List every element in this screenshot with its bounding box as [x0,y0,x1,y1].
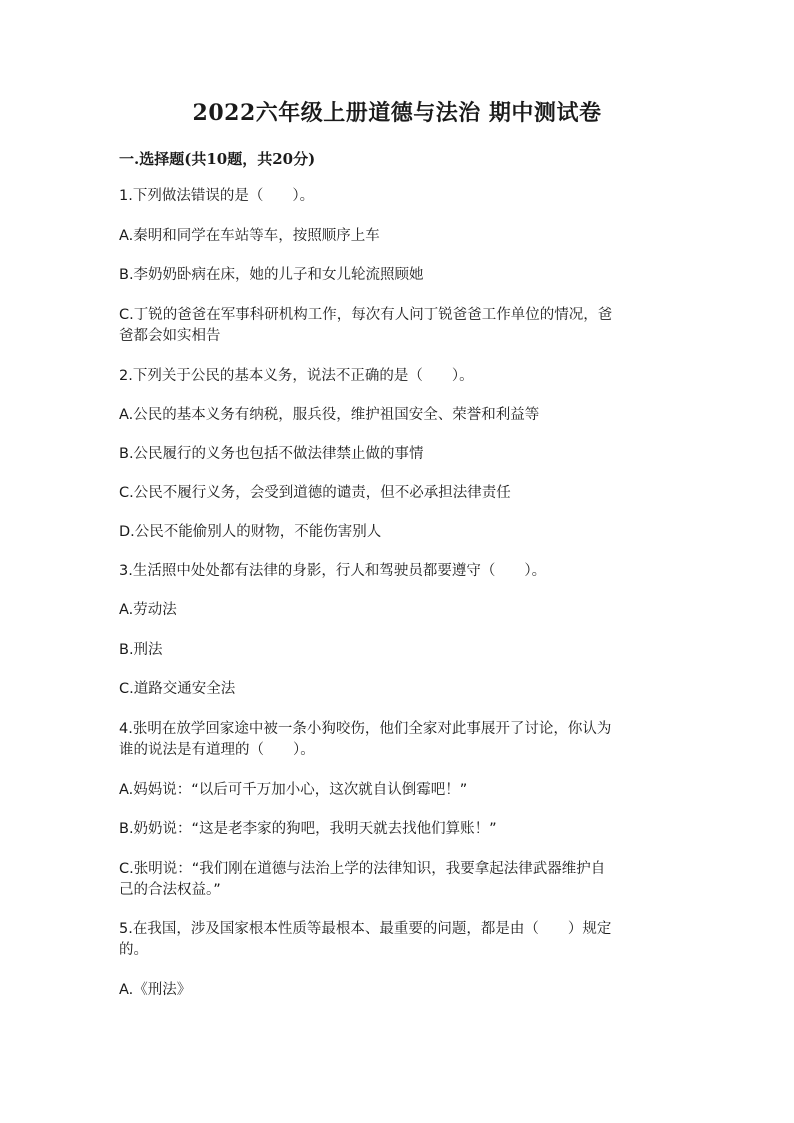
question-4-option-a: A.妈妈说：“以后可千万加小心，这次就自认倒霉吧！” [119,782,468,798]
question-5-stem-line-2: 的。 [119,942,148,958]
question-1-option-a: A.秦明和同学在车站等车，按照顺序上车 [119,228,380,244]
question-2-option-b: B.公民履行的义务也包括不做法律禁止做的事情 [119,446,424,462]
question-2-stem: 2.下列关于公民的基本义务，说法不正确的是（ ）。 [119,368,474,384]
question-4-option-b: B.奶奶说：“这是老李家的狗吧，我明天就去找他们算账！” [119,821,497,837]
question-4-option-c-line-2: 己的合法权益。” [119,882,221,898]
question-1-option-c-line-1: C.丁锐的爸爸在军事科研机构工作，每次有人问丁锐爸爸工作单位的情况，爸 [119,307,613,323]
question-2-option-c: C.公民不履行义务，会受到道德的谴责，但不必承担法律责任 [119,485,511,501]
question-3-option-c: C.道路交通安全法 [119,681,236,697]
question-2-option-d: D.公民不能偷别人的财物，不能伤害别人 [119,524,382,540]
question-3-stem: 3.生活照中处处都有法律的身影，行人和驾驶员都要遵守（ ）。 [119,563,547,579]
question-1-option-b: B.李奶奶卧病在床，她的儿子和女儿轮流照顾她 [119,267,424,283]
question-4-stem-line-2: 谁的说法是有道理的（ ）。 [119,742,315,758]
page-title: 2022六年级上册道德与法治 期中测试卷 [192,100,602,126]
question-4-option-c-line-1: C.张明说：“我们刚在道德与法治上学的法律知识，我要拿起法律武器维护自 [119,861,606,877]
question-3-option-a: A.劳动法 [119,602,177,618]
question-5-option-a: A.《刑法》 [119,982,192,998]
question-1-stem: 1.下列做法错误的是（ ）。 [119,188,315,204]
question-2-option-a: A.公民的基本义务有纳税，服兵役，维护祖国安全、荣誉和利益等 [119,407,540,423]
question-3-option-b: B.刑法 [119,642,163,658]
question-4-stem-line-1: 4.张明在放学回家途中被一条小狗咬伤，他们全家对此事展开了讨论，你认为 [119,721,612,737]
question-5-stem-line-1: 5.在我国，涉及国家根本性质等最根本、最重要的问题，都是由（ ）规定 [119,921,612,937]
question-1-option-c-line-2: 爸都会如实相告 [119,328,221,344]
section-heading: 一.选择题(共10题，共20分) [119,150,316,168]
